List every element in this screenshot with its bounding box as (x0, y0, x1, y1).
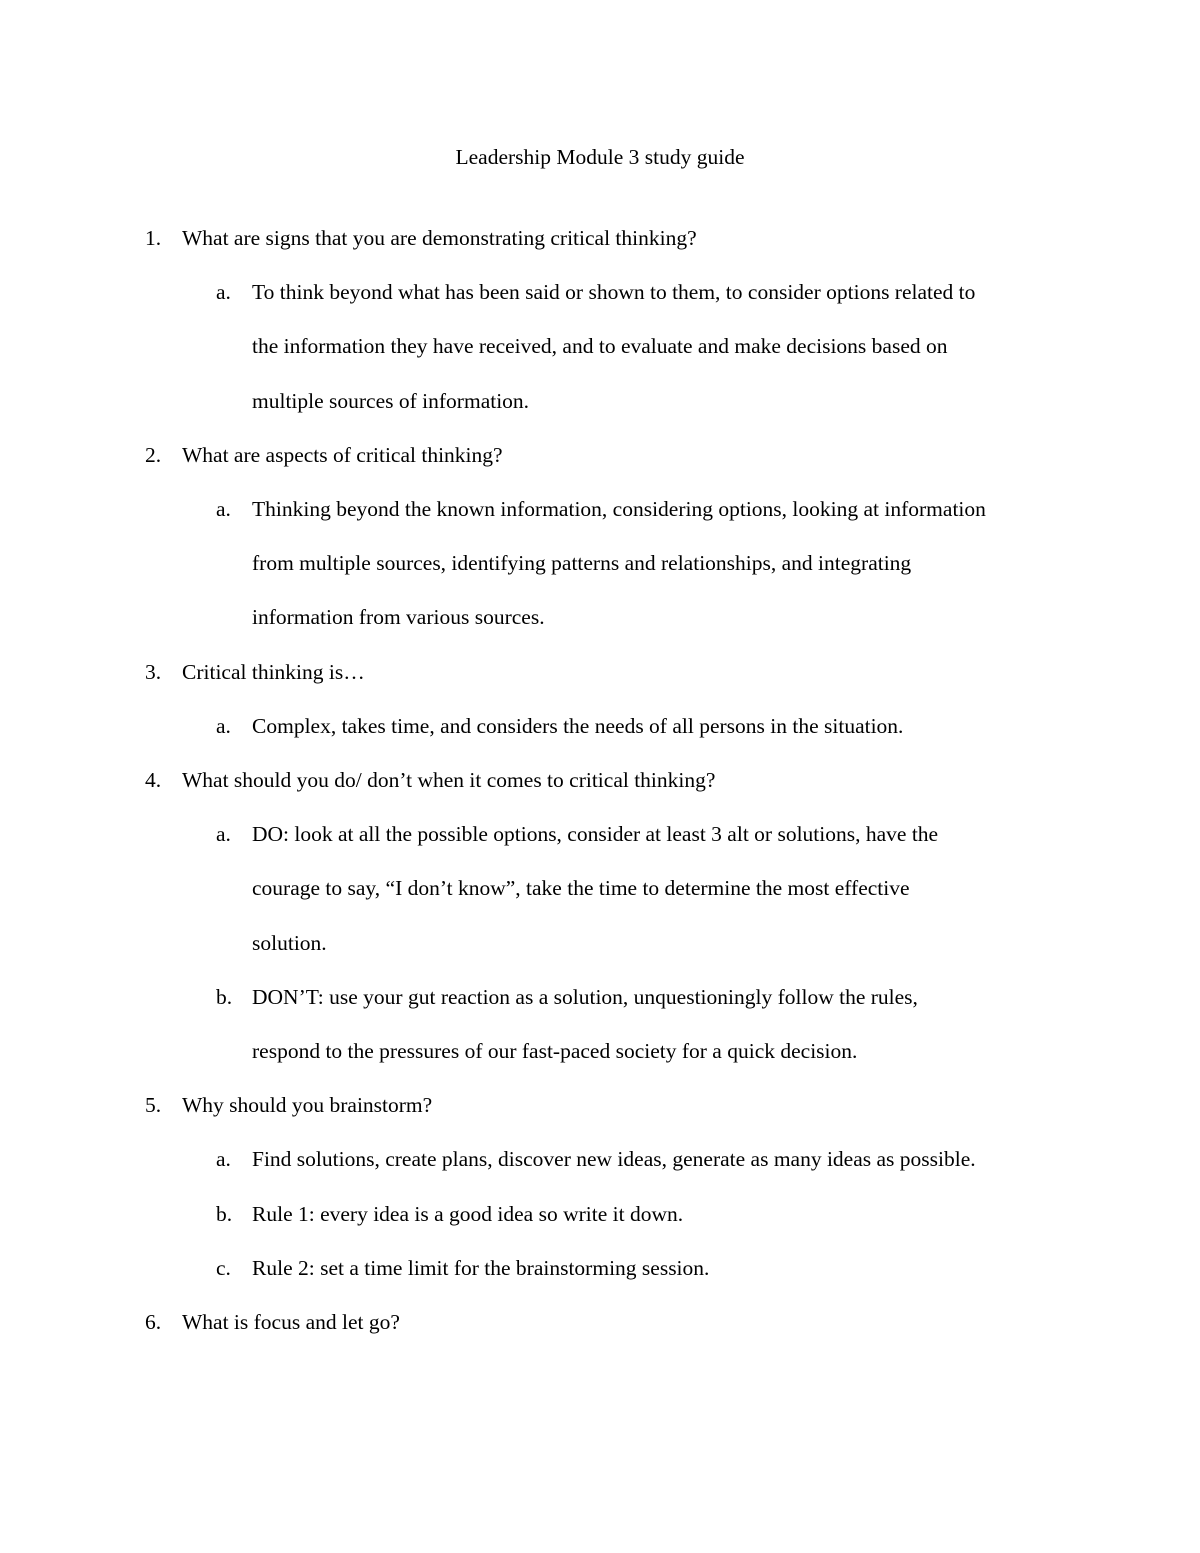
question-text: Critical thinking is… (182, 659, 365, 684)
question-row (0, 1295, 1200, 1349)
question-row (0, 1078, 1200, 1132)
question-number: 3. (145, 659, 162, 684)
answer-list (0, 265, 1200, 428)
answer-letter: b. (216, 1201, 233, 1226)
answer-line: courage to say, “I don’t know”, take the time to determine the most effective (252, 876, 910, 901)
answer-line: Rule 1: every idea is a good idea so write it down. (252, 1201, 684, 1226)
answer-item (0, 970, 1200, 1078)
answer-letter: a. (216, 822, 231, 847)
question-number: 5. (145, 1093, 162, 1118)
answer-item (0, 482, 1200, 645)
answer-letter: a. (216, 280, 231, 305)
question-item (0, 1295, 1200, 1349)
question-text: What should you do/ don’t when it comes to critical thinking? (182, 768, 716, 793)
question-row (0, 211, 1200, 265)
answer-line: Thinking beyond the known information, considering options, looking at information (252, 497, 986, 522)
question-text: What are signs that you are demonstrating critical thinking? (182, 226, 697, 250)
question-number: 2. (145, 442, 162, 467)
answer-line: multiple sources of information. (252, 388, 530, 413)
answer-line: To think beyond what has been said or shown to them, to consider options related to (252, 280, 976, 305)
answer-line: the information they have received, and to evaluate and make decisions based on (252, 334, 948, 359)
question-number: 4. (145, 768, 162, 793)
question-row (0, 428, 1200, 482)
answer-letter: a. (216, 497, 231, 522)
question-row (0, 753, 1200, 807)
answer-item (0, 1187, 1200, 1241)
question-row (0, 645, 1200, 699)
question-item (0, 1078, 1200, 1295)
question-text: What are aspects of critical thinking? (182, 442, 503, 467)
answer-letter: c. (216, 1255, 231, 1280)
question-text: Why should you brainstorm? (182, 1093, 433, 1118)
question-item (0, 428, 1200, 645)
answer-line: DON’T: use your gut reaction as a solution, unquestioningly follow the rules, (252, 984, 918, 1009)
question-number: 6. (145, 1310, 162, 1335)
answer-item (0, 1132, 1200, 1186)
answer-line: Rule 2: set a time limit for the brainstorming session. (252, 1255, 710, 1280)
answer-line: information from various sources. (252, 605, 545, 630)
document-title: Leadership Module 3 study guide (455, 145, 745, 169)
answer-line: Find solutions, create plans, discover new ideas, generate as many ideas as possible. (252, 1147, 976, 1172)
question-text: What is focus and let go? (182, 1310, 400, 1335)
question-item (0, 753, 1200, 1078)
question-number: 1. (145, 226, 162, 250)
answer-list (0, 1132, 1200, 1295)
answer-line: respond to the pressures of our fast-paced society for a quick decision. (252, 1039, 858, 1064)
answer-item (0, 1241, 1200, 1295)
answer-list (0, 807, 1200, 1078)
answer-list (0, 699, 1200, 753)
answer-letter: a. (216, 713, 231, 738)
answer-list (0, 482, 1200, 645)
answer-line: DO: look at all the possible options, consider at least 3 alt or solutions, have the (252, 822, 939, 847)
question-item (0, 645, 1200, 753)
answer-item (0, 265, 1200, 428)
answer-item (0, 807, 1200, 970)
question-list (0, 211, 1200, 1349)
answer-letter: a. (216, 1147, 231, 1172)
answer-line: Complex, takes time, and considers the needs of all persons in the situation. (252, 713, 904, 738)
answer-item (0, 699, 1200, 753)
answer-line: solution. (252, 930, 327, 955)
question-item (0, 211, 1200, 428)
answer-letter: b. (216, 984, 233, 1009)
answer-line: from multiple sources, identifying patterns and relationships, and integrating (252, 551, 912, 576)
